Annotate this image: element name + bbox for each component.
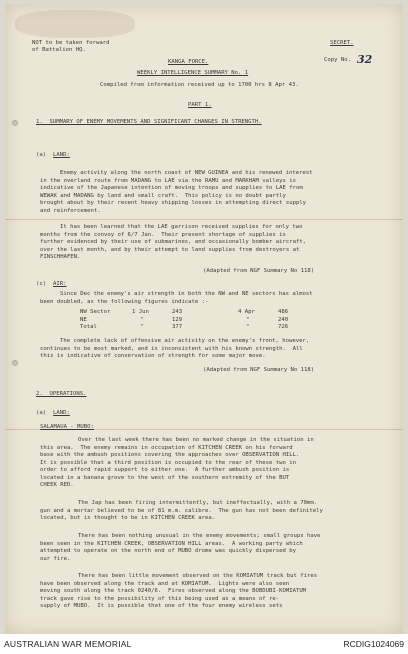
text-line: Enemy activity along the north coast of NEW GUINEA and his renewed interest <box>60 170 313 176</box>
table-cell: " <box>246 316 250 323</box>
text-line: moving south along the track 0240/6. Fires observed along the BOBDUBI-KOMIATUM <box>40 588 307 594</box>
text-line: and reinforcement. <box>40 207 101 214</box>
text-line: track gave rise to the possibility of this being used as a means of re- <box>40 595 280 602</box>
summary-title: WEEKLY INTELLIGENCE SUMMARY No. 1 <box>137 70 249 76</box>
source-note: (Adapted from NGF Summary No 118) <box>203 268 315 274</box>
table-row <box>60 324 340 331</box>
copy-label: Copy No. <box>324 57 351 63</box>
text-line: CHEEK RED. <box>40 482 74 488</box>
area-subheading: SALAMAUA - MUBO: <box>40 424 94 430</box>
text-line: been doubled, as the following figures indicate :- <box>40 298 209 305</box>
table-cell: 377 <box>172 324 183 330</box>
table-cell: 243 <box>172 309 183 315</box>
subsection-title-land: LAND: <box>53 152 70 158</box>
text-line: There has been nothing unusual in the enemy movements; small groups have <box>78 533 321 539</box>
table-cell: 1 Jun <box>132 309 149 315</box>
compiled-line: Compiled from information received up to 1700 hrs 8 Apr 43. <box>100 82 299 88</box>
copy-number-handwritten: 32 <box>357 53 373 66</box>
restriction-line-1: NOT to be taken forward <box>32 40 110 46</box>
archive-name: AUSTRALIAN WAR MEMORIAL <box>4 639 132 649</box>
text-line: attempted to operate on the north end of MUBO drome was quickly dispersed by <box>40 548 296 554</box>
text-line: been seen in the KITCHEN CREEK, OBSERVATION HILL areas. A working party which <box>40 540 303 547</box>
text-line: continues to be most marked, and is inconsistent with his known strength. All <box>40 345 303 352</box>
force-title: KANGA FORCE. <box>168 59 209 65</box>
table-cell: 4 Apr <box>238 309 255 315</box>
text-line: in the overland route from MADANG to LAE via the RAMU and MARKHAM valleys is <box>40 177 296 184</box>
table-cell: " <box>246 324 250 330</box>
table-cell: 240 <box>278 316 289 323</box>
subsection-label: (a) <box>36 152 47 158</box>
table-cell: Total <box>80 324 97 330</box>
text-line: located, but is thought to be in KITCHEN CREEK area. <box>40 515 216 521</box>
table-cell: NE <box>80 316 87 323</box>
text-line: Over the last week there has been no marked change in the situation in <box>78 437 314 443</box>
fold-line <box>5 219 403 220</box>
text-line: Since Dec the enemy's air strength in both the NW and NE sectors has almost <box>60 291 313 297</box>
punch-hole <box>12 360 18 366</box>
text-line: this area. The enemy remains in occupation of KITCHEN CREEK on his forward <box>40 444 293 451</box>
table-row <box>60 317 340 324</box>
table-cell: 726 <box>278 324 289 330</box>
subsection-label: (a) <box>36 410 47 416</box>
text-line: brought about by their recent heavy shipping losses in attempting direct supply <box>40 200 307 206</box>
table-row <box>60 309 340 316</box>
part-heading: PART 1. <box>188 102 212 108</box>
security-classification: SECRET. <box>330 40 354 46</box>
text-line: over the last month, and by their attempt to land supplies from destroyers at <box>40 246 300 253</box>
text-line: base with the ambush positions covering the approaches over OBSERVATION HILL. <box>40 452 300 458</box>
table-cell: " <box>140 316 144 323</box>
subsection-title-air: AIR: <box>53 281 67 287</box>
text-line: It has been learned that the LAE garrison received supplies for only two <box>60 224 303 230</box>
subsection-label: (c) <box>36 281 47 287</box>
section-1-heading: 1. SUMMARY OF ENEMY MOVEMENTS AND SIGNIFICANT CHANGES IN STRENGTH. <box>36 119 262 125</box>
record-id: RCDIG1024069 <box>343 639 404 649</box>
text-line: WEWAK and MADANG by land and small craft. This policy is no doubt partly <box>40 192 286 199</box>
punch-hole <box>12 120 18 126</box>
text-line: located in a banana grove to the west of the southern extremity of the BUT <box>40 474 290 481</box>
text-line: indicative of the Japanese intention of moving troops and supplies to LAE from <box>40 185 303 191</box>
paper-stain <box>15 10 135 38</box>
text-line: order to afford rapid support to either one. A further ambush position is <box>40 467 290 473</box>
text-line: There has been little movement observed on the KOMIATUM track but fires <box>78 573 318 579</box>
text-line: The complete lack of offensive air activity on the enemy's front, however, <box>60 338 310 344</box>
source-note: (Adapted from NGF Summary No 118) <box>203 367 315 373</box>
subsection-title-land: LAND: <box>53 410 70 416</box>
restriction-line-2: of Battalion HQ. <box>32 47 86 53</box>
text-line: our fire. <box>40 555 71 562</box>
text-line: FINSCHHAFEN. <box>40 254 81 260</box>
table-cell: " <box>140 324 144 330</box>
text-line: this is indicative of conservation of strength for some major move. <box>40 353 266 359</box>
text-line: The Jap has been firing intermittently, but ineffectually, with a 70mm. <box>78 500 318 506</box>
text-line: gun and a mortar believed to be of 81 m.m. calibre. The gun has not been definitely <box>40 507 323 514</box>
text-line: months from the convoy of 6/7 Jan. Their present shortage of supplies is <box>40 231 286 238</box>
archive-footer <box>0 634 408 654</box>
section-2-heading: 2. OPERATIONS. <box>36 391 87 397</box>
text-line: have been observed along the track and at KOMIATUM. Lights were also seen <box>40 580 290 587</box>
text-line: It is possible that a third position is occupied to the rear of these two in <box>40 459 296 466</box>
table-cell: 129 <box>172 316 183 323</box>
text-line: supply of MUBO. It is possible that one of the four enemy wireless sets <box>40 603 283 609</box>
text-line: further evidenced by their use of submarines, and occasionally bomber aircraft, <box>40 239 307 245</box>
table-cell: 486 <box>278 309 289 315</box>
table-cell: NW Sector <box>80 309 111 315</box>
